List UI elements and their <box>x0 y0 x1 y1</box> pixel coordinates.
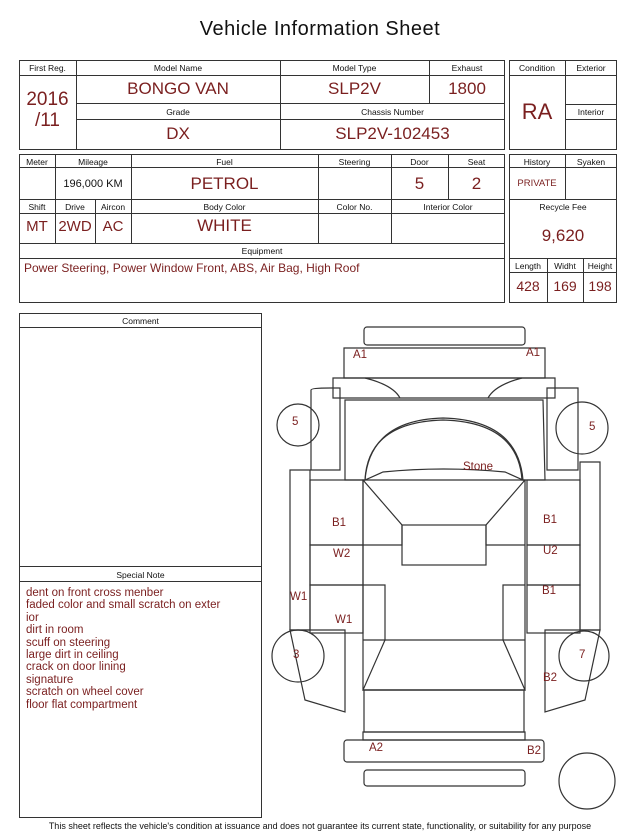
page-title: Vehicle Information Sheet <box>199 18 441 40</box>
special-note-item: dent on front cross menber <box>26 587 164 599</box>
body-color-label: Body Color <box>203 202 246 212</box>
model-name-value: BONGO VAN <box>127 79 229 98</box>
aircon-label: Aircon <box>100 202 126 212</box>
history-label: History <box>523 157 551 167</box>
special-note-list <box>26 587 220 711</box>
special-note-item: faded color and small scratch on exter <box>26 599 221 612</box>
mark-right-rear-door: B1 <box>542 585 557 597</box>
car-damage-diagram <box>268 322 618 822</box>
special-note-item: large dirt in ceiling <box>26 649 119 662</box>
mark-left-front-door-lower: W2 <box>333 548 351 560</box>
width-value: 169 <box>553 278 577 294</box>
windshield <box>365 418 523 480</box>
first-reg-year: 2016 <box>26 89 69 110</box>
color-no-label: Color No. <box>336 202 373 212</box>
body-color-value: WHITE <box>197 216 252 235</box>
special-note-item: crack on door lining <box>26 661 126 674</box>
special-note-item: scuff on steering <box>26 636 111 649</box>
tailgate <box>364 690 524 732</box>
exhaust-value: 1800 <box>448 79 486 98</box>
mark-wheel-fl: 5 <box>292 416 299 428</box>
right-fender <box>547 388 578 470</box>
recycle-fee-label: Recycle Fee <box>539 202 587 212</box>
front-body <box>333 378 555 398</box>
mark-left-front-door: B1 <box>332 517 347 529</box>
grade-label: Grade <box>166 107 190 117</box>
condition-label: Condition <box>519 63 555 73</box>
cabin-roof <box>363 480 525 690</box>
special-note-item: dirt in room <box>26 624 84 637</box>
first-reg-month: /11 <box>34 110 60 131</box>
mark-right-front-door: B1 <box>543 514 558 526</box>
shift-value: MT <box>26 218 48 235</box>
drive-label: Drive <box>65 202 85 212</box>
mark-left-sill: W1 <box>290 591 308 603</box>
condition-value: RA <box>521 99 553 124</box>
aircon-value: AC <box>102 218 124 235</box>
syaken-label: Syaken <box>576 157 606 167</box>
meter-label: Meter <box>26 157 48 167</box>
mark-rear-right: B2 <box>527 745 542 757</box>
recycle-fee-value: 9,620 <box>541 226 585 245</box>
comment-label: Comment <box>122 316 159 326</box>
front-bumper <box>364 327 525 345</box>
special-note-item: floor flat compartment <box>26 698 138 711</box>
equipment-value: Power Steering, Power Window Front, ABS, Air Bag, High Roof <box>24 261 360 275</box>
left-front-door <box>310 480 363 545</box>
door-label: Door <box>410 157 429 167</box>
chassis-value: SLP2V-102453 <box>335 124 450 143</box>
door-value: 5 <box>414 174 425 193</box>
steering-label: Steering <box>338 157 371 167</box>
grade-value: DX <box>166 124 190 143</box>
mark-front-left: A1 <box>353 349 368 361</box>
mark-right-rear-quarter: B2 <box>543 672 558 684</box>
disclaimer-footer: This sheet reflects the vehicle's condition at issuance and does not guarantee its current state, functionality, or suitability for any purpose <box>48 821 592 831</box>
interior-color-label: Interior Color <box>423 202 473 212</box>
fuel-label: Fuel <box>216 157 233 167</box>
left-fender <box>311 388 340 470</box>
mark-hood: Stone <box>463 461 494 473</box>
first-reg-label: First Reg. <box>29 63 66 73</box>
hood <box>345 400 545 480</box>
fuel-value: PETROL <box>190 174 259 193</box>
special-note-item: scratch on wheel cover <box>26 686 144 699</box>
model-type-value: SLP2V <box>328 79 381 98</box>
shift-label: Shift <box>28 202 46 212</box>
seat-label: Seat <box>467 157 486 167</box>
equipment-label: Equipment <box>241 246 283 256</box>
right-front-door <box>527 480 580 545</box>
mark-right-front-door-lower: U2 <box>543 545 558 557</box>
mark-left-rear-door: W1 <box>335 614 353 626</box>
special-note-item: signature <box>26 673 74 686</box>
height-label: Height <box>587 261 613 271</box>
mark-wheel-fr: 5 <box>589 421 596 433</box>
length-label: Length <box>515 261 541 271</box>
mark-rear-left: A2 <box>369 742 384 754</box>
history-value: PRIVATE <box>517 178 557 189</box>
spare-tire <box>559 753 615 809</box>
exterior-label: Exterior <box>576 63 606 73</box>
seat-value: 2 <box>471 174 482 193</box>
drive-value: 2WD <box>58 218 92 235</box>
mileage-value: 196,000 KM <box>63 178 123 190</box>
mark-wheel-rl: 3 <box>293 649 300 661</box>
front-grille <box>344 348 545 378</box>
chassis-label: Chassis Number <box>361 107 424 117</box>
exhaust-label: Exhaust <box>451 63 483 73</box>
height-value: 198 <box>588 278 612 294</box>
mark-front-right: A1 <box>526 347 541 359</box>
mark-wheel-rr: 7 <box>579 649 586 661</box>
special-note-item: ior <box>26 611 39 624</box>
width-label: Widht <box>554 261 576 271</box>
wheel-front-right <box>556 402 608 454</box>
interior-label: Interior <box>577 107 605 117</box>
special-note-label: Special Note <box>116 570 165 580</box>
length-value: 428 <box>516 278 540 294</box>
model-name-label: Model Name <box>153 63 203 73</box>
mileage-label: Mileage <box>78 157 108 167</box>
model-type-label: Model Type <box>332 63 377 73</box>
